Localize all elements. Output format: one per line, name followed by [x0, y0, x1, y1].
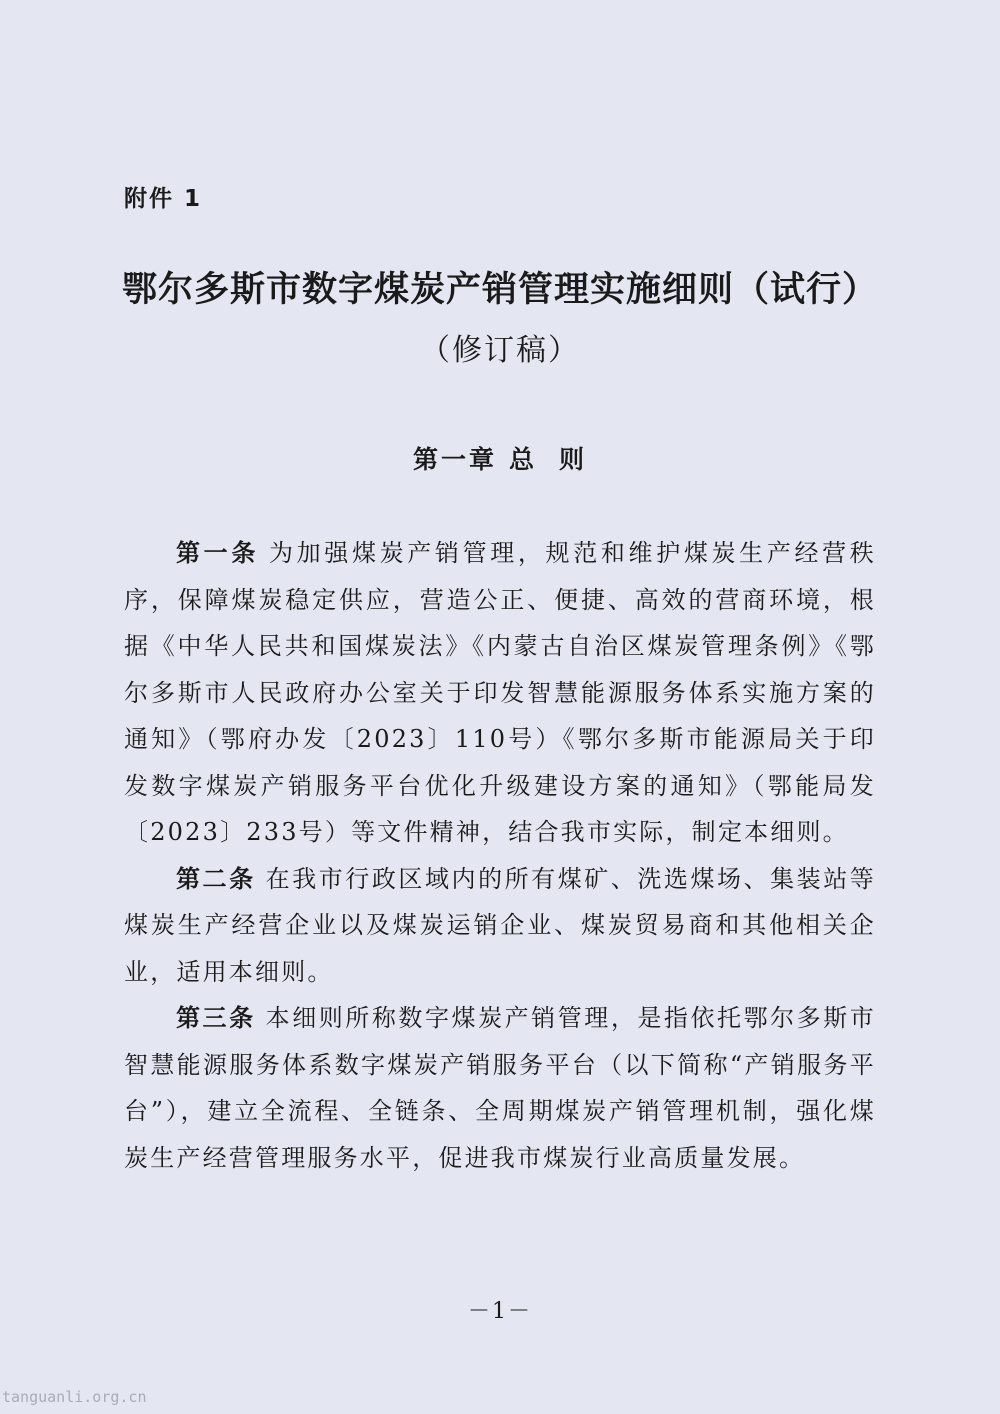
document-title: 鄂尔多斯市数字煤炭产销管理实施细则（试行）	[121, 269, 878, 310]
article-1-label: 第一条	[176, 539, 259, 567]
chapter-word-1: 总	[508, 445, 537, 474]
chapter-number: 第一章	[412, 445, 497, 474]
article-3-text: 本细则所称数字煤炭产销管理，是指依托鄂尔多斯市智慧能源服务体系数字煤炭产销服务平台（以下简称“产销服务平台”），建立全流程、全链条、全周期煤炭产销管理机制，强化煤炭生产经营管理服务水平，促进我市煤炭行业高质量发展。	[124, 1004, 876, 1172]
article-2-label: 第二条	[176, 864, 256, 893]
document-subtitle: （修订稿）	[420, 333, 580, 368]
chapter-heading	[0, 440, 1000, 476]
body-text	[124, 530, 876, 1181]
article-2-text: 在我市行政区域内的所有煤矿、洗选煤场、集装站等煤炭生产经营企业以及煤炭运销企业、煤炭贸易商和其他相关企业，适用本细则。	[124, 864, 876, 986]
page-number: －1－	[468, 1299, 532, 1324]
article-3-label: 第三条	[176, 1004, 256, 1032]
chapter-word-2: 则	[559, 445, 588, 474]
article-1	[124, 530, 876, 856]
watermark: tanguanli.org.cn	[2, 1388, 147, 1406]
article-1-text: 为加强煤炭产销管理，规范和维护煤炭生产经营秩序，保障煤炭稳定供应，营造公正、便捷、高效的营商环境，根据《中华人民共和国煤炭法》《内蒙古自治区煤炭管理条例》《鄂尔多斯市人民政府办公室关于印发智慧能源服务体系实施方案的通知》（鄂府办发〔2023〕110号）《鄂尔多斯市能源局关于印发数字煤炭产销服务平台优化升级建设方案的通知》（鄂能局发〔2023〕233号）等文件精神，结合我市实际，制定本细则。	[124, 539, 876, 846]
article-3	[124, 995, 876, 1181]
attachment-label: 附件 1	[124, 186, 203, 212]
article-2	[124, 856, 876, 996]
